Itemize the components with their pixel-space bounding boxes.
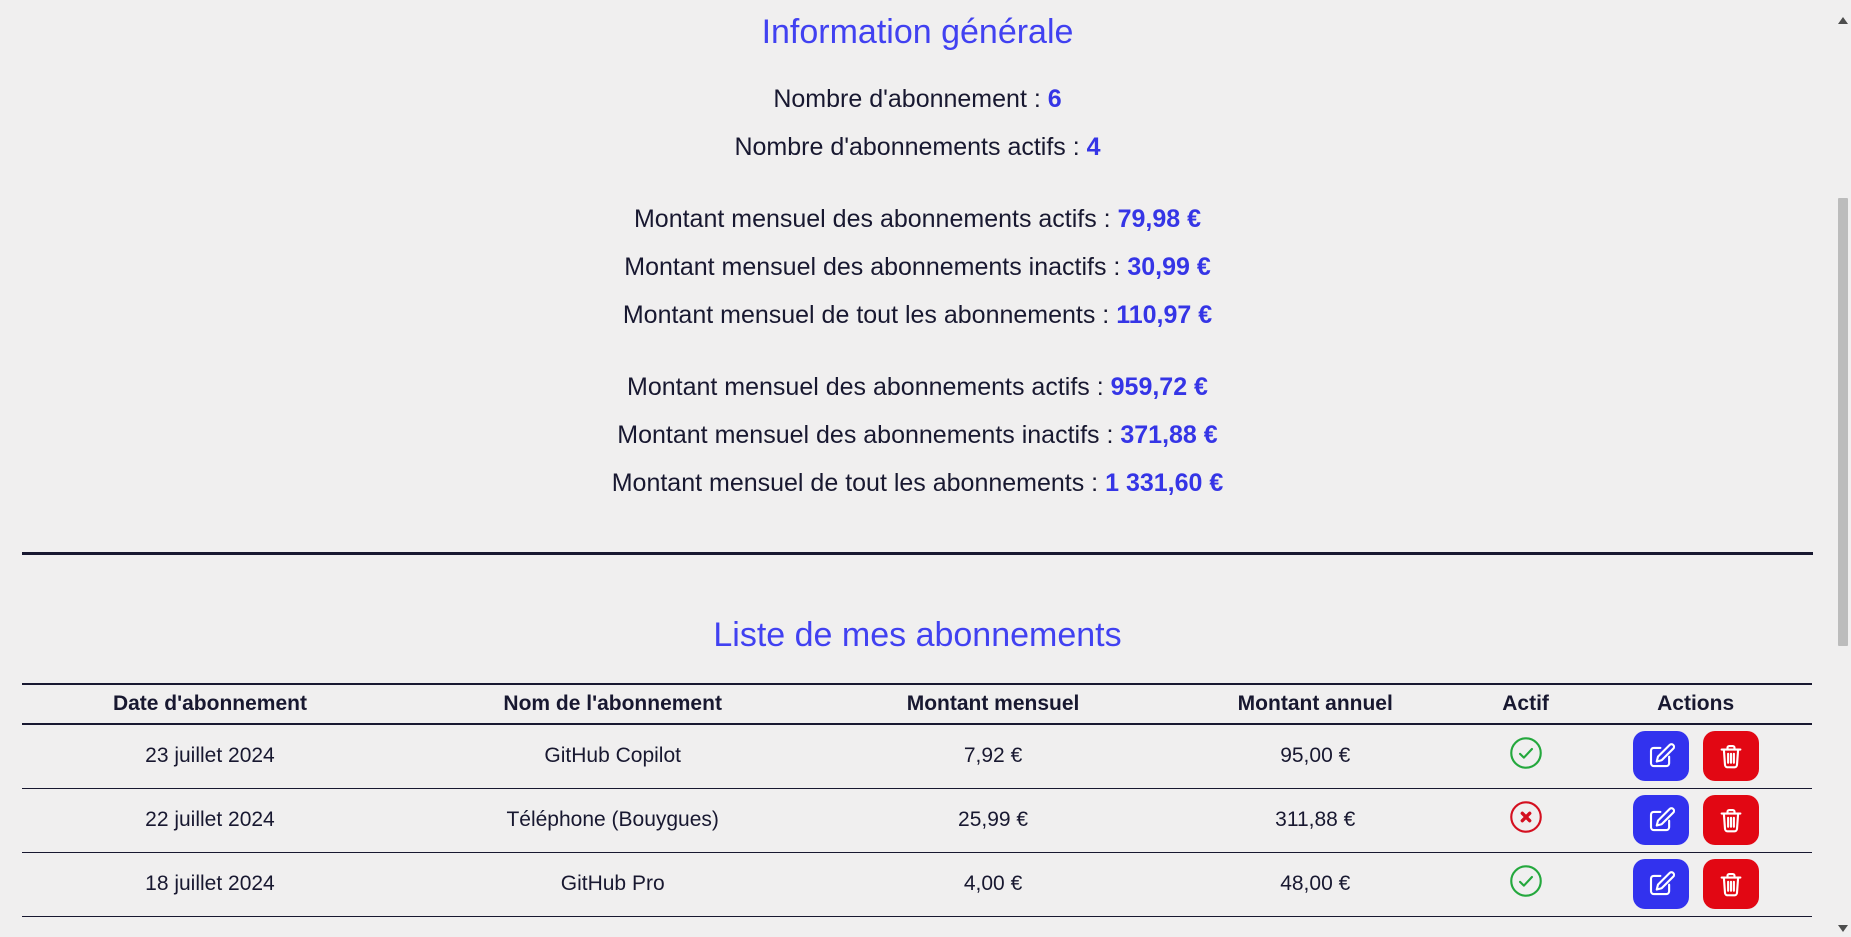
count-active-subscriptions: Nombre d'abonnements actifs : 4 bbox=[734, 133, 1101, 161]
table-row bbox=[22, 852, 1812, 916]
cell-actions bbox=[1579, 788, 1812, 852]
scrollbar-down-arrow-icon[interactable] bbox=[1838, 925, 1848, 932]
cell-date: 23 juillet 2024 bbox=[22, 724, 398, 788]
cell-monthly: 25,99 € bbox=[827, 788, 1158, 852]
section-divider bbox=[22, 552, 1813, 555]
cell-active bbox=[1472, 788, 1579, 852]
annual-total-value: 1 331,60 € bbox=[1105, 469, 1224, 497]
cell-name: Téléphone (Bouygues) bbox=[398, 788, 828, 852]
monthly-total-amount: Montant mensuel de tout les abonnements : 110,97 € bbox=[622, 301, 1213, 329]
cell-actions bbox=[1579, 852, 1812, 916]
cell-active bbox=[1472, 724, 1579, 788]
cell-name: GitHub Pro bbox=[398, 852, 828, 916]
col-header-name: Nom de l'abonnement bbox=[398, 684, 828, 724]
pencil-square-icon bbox=[1646, 805, 1676, 835]
annual-inactive-amount: Montant mensuel des abonnements inactifs : 371,88 € bbox=[617, 421, 1218, 449]
scrollbar-up-arrow-icon[interactable] bbox=[1838, 17, 1848, 24]
annual-inactive-value: 371,88 € bbox=[1120, 421, 1218, 449]
monthly-active-amount: Montant mensuel des abonnements actifs : 79,98 € bbox=[633, 205, 1202, 233]
cell-active bbox=[1472, 852, 1579, 916]
col-header-monthly: Montant mensuel bbox=[827, 684, 1158, 724]
delete-button[interactable] bbox=[1703, 859, 1759, 909]
x-circle-icon bbox=[1509, 800, 1543, 834]
cell-annual: 48,00 € bbox=[1159, 852, 1472, 916]
cell-annual: 95,00 € bbox=[1159, 724, 1472, 788]
cell-date: 22 juillet 2024 bbox=[22, 788, 398, 852]
table-row bbox=[22, 724, 1812, 788]
count-active-value: 4 bbox=[1086, 133, 1101, 161]
annual-active-value: 959,72 € bbox=[1110, 373, 1208, 401]
scrollbar[interactable] bbox=[1835, 12, 1851, 937]
monthly-amounts-group bbox=[0, 204, 1835, 330]
trash-icon bbox=[1716, 741, 1746, 771]
trash-icon bbox=[1716, 869, 1746, 899]
cell-date: 18 juillet 2024 bbox=[22, 852, 398, 916]
annual-total-amount: Montant mensuel de tout les abonnements : 1 331,60 € bbox=[611, 469, 1224, 497]
check-circle-icon bbox=[1509, 864, 1543, 898]
delete-button[interactable] bbox=[1703, 795, 1759, 845]
subscriptions-table bbox=[22, 683, 1812, 917]
col-header-active: Actif bbox=[1472, 684, 1579, 724]
check-circle-icon bbox=[1509, 736, 1543, 770]
edit-button[interactable] bbox=[1633, 795, 1689, 845]
trash-icon bbox=[1716, 805, 1746, 835]
cell-annual: 311,88 € bbox=[1159, 788, 1472, 852]
subscriptions-list-title: Liste de mes abonnements bbox=[713, 616, 1122, 654]
col-header-actions: Actions bbox=[1579, 684, 1812, 724]
general-info-title: Information générale bbox=[761, 13, 1074, 51]
delete-button[interactable] bbox=[1703, 731, 1759, 781]
annual-active-amount: Montant mensuel des abonnements actifs : 959,72 € bbox=[627, 373, 1208, 401]
count-subscriptions: Nombre d'abonnement : 6 bbox=[773, 85, 1062, 113]
col-header-annual: Montant annuel bbox=[1159, 684, 1472, 724]
page-content bbox=[0, 12, 1835, 917]
edit-button[interactable] bbox=[1633, 731, 1689, 781]
table-header-row bbox=[22, 684, 1812, 724]
edit-button[interactable] bbox=[1633, 859, 1689, 909]
cell-monthly: 4,00 € bbox=[827, 852, 1158, 916]
counts-group bbox=[0, 84, 1835, 162]
count-subscriptions-value: 6 bbox=[1047, 85, 1062, 113]
monthly-inactive-value: 30,99 € bbox=[1127, 253, 1211, 281]
pencil-square-icon bbox=[1646, 869, 1676, 899]
table-row bbox=[22, 788, 1812, 852]
col-header-date: Date d'abonnement bbox=[22, 684, 398, 724]
monthly-inactive-amount: Montant mensuel des abonnements inactifs : 30,99 € bbox=[624, 253, 1211, 281]
cell-monthly: 7,92 € bbox=[827, 724, 1158, 788]
monthly-total-value: 110,97 € bbox=[1116, 301, 1213, 329]
cell-actions bbox=[1579, 724, 1812, 788]
scrollbar-thumb[interactable] bbox=[1838, 198, 1848, 646]
pencil-square-icon bbox=[1646, 741, 1676, 771]
cell-name: GitHub Copilot bbox=[398, 724, 828, 788]
annual-amounts-group bbox=[0, 372, 1835, 498]
monthly-active-value: 79,98 € bbox=[1117, 205, 1202, 233]
